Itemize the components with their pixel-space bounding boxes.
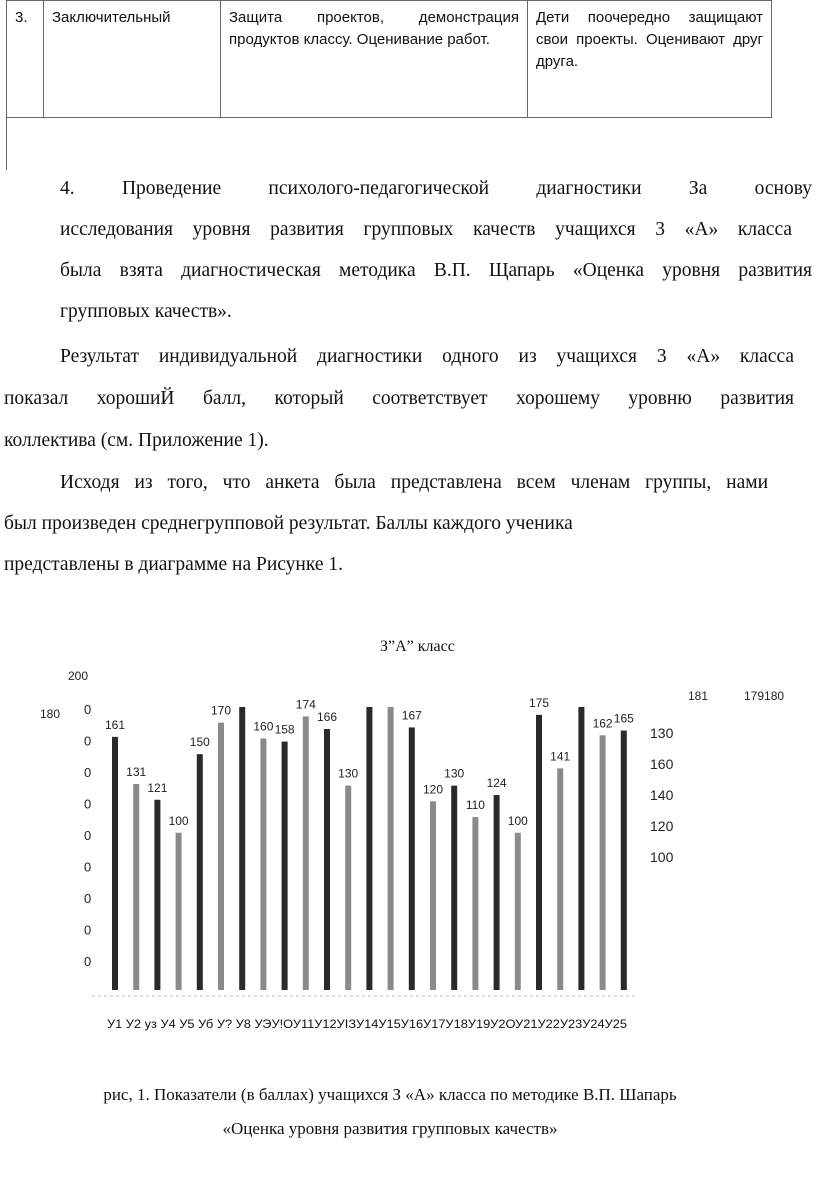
- bar-У24: [600, 735, 606, 990]
- bar-У22: [557, 768, 563, 990]
- bar-value-label: 130: [338, 766, 359, 781]
- bar-У8: [260, 738, 266, 990]
- bar-У14: [388, 707, 394, 990]
- bar-У21: [536, 715, 542, 990]
- right-axis-tick-label: 130: [650, 725, 674, 741]
- bar-У5: [197, 754, 203, 990]
- bar-value-label: 175: [528, 695, 550, 710]
- bar-value-label: 170: [210, 703, 232, 718]
- y-axis-tick-label: 0: [84, 765, 92, 780]
- right-axis-tick-label: 120: [650, 818, 674, 834]
- caption-line-1: рис, 1. Показатели (в баллах) учащихся З «А» класса по методике В.П. Шапарь: [103, 1085, 677, 1104]
- bar-value-label: 158: [274, 722, 295, 737]
- right-axis-tick-label: 140: [650, 787, 674, 803]
- caption-line-2: «Оценка уровня развития групповых качеств»: [222, 1119, 558, 1138]
- bar-value-label: 162: [592, 716, 613, 731]
- paragraph-line: показал хорошиЙ балл, который соответствует хорошему уровню развития: [4, 388, 794, 409]
- bar-У12: [345, 786, 351, 990]
- y-axis-tick-label: 0: [84, 891, 92, 906]
- y-axis-label-second: 180: [40, 707, 61, 721]
- bar-value-label: 120: [422, 782, 444, 797]
- bar-УIЗ: [366, 707, 372, 990]
- paragraph-line: был произведен среднегрупповой результат. Баллы каждого ученика: [4, 513, 573, 534]
- y-axis-tick-label: 0: [84, 733, 92, 749]
- bar-value-label: 121: [147, 780, 168, 795]
- bar-value-label: 167: [401, 708, 422, 723]
- right-axis-label: 179180: [744, 689, 785, 703]
- bar-У1: [112, 737, 118, 990]
- student-activity: Дети поочередно защищают свои проекты. Оценивают друг друга.: [528, 1, 772, 118]
- bar-value-label: 141: [550, 749, 571, 764]
- paragraph-line: Результат индивидуальной диагностики одного из учащихся 3 «А» класса: [60, 346, 794, 367]
- right-axis-label: 181: [688, 689, 709, 703]
- bar-value-label: 174: [295, 697, 316, 712]
- stage-number: 3.: [7, 1, 44, 118]
- bar-У15: [409, 727, 415, 990]
- y-axis-tick-label: 0: [84, 954, 92, 969]
- right-axis-tick-label: 160: [650, 756, 674, 772]
- bar-value-label: 100: [168, 813, 189, 828]
- bar-У23: [578, 707, 584, 990]
- bar-chart: [0, 660, 816, 1080]
- bar-value-label: 100: [507, 813, 528, 828]
- table-row: [7, 1, 772, 118]
- right-axis-tick-label: 100: [650, 849, 674, 865]
- x-axis-labels: У1 У2 уз У4 У5 Уб У? У8 УЭУ!ОУ11У12УIЗУ14У15У16У17У18У19У2ОУ21У22У23У24У25: [107, 1017, 628, 1031]
- paragraph-line: групповых качеств».: [60, 301, 232, 322]
- bar-У17: [451, 786, 457, 990]
- paragraph-line: представлены в диаграмме на Рисунке 1.: [4, 554, 344, 575]
- y-axis-tick-label: 0: [84, 859, 92, 875]
- bar-У2: [133, 784, 139, 990]
- bar-У11: [324, 729, 330, 990]
- bar-value-label: 110: [465, 798, 485, 813]
- bar-У19: [494, 795, 500, 990]
- paragraph-line: была взята диагностическая методика В.П. Щапарь «Оценка уровня развития: [60, 260, 812, 281]
- table-border-stub: [6, 118, 7, 170]
- bar-УЭ: [282, 742, 288, 990]
- y-axis-tick-label: 0: [84, 796, 92, 812]
- bar-У16: [430, 801, 436, 990]
- bar-value-label: 150: [189, 735, 210, 750]
- bar-У2О: [515, 833, 521, 990]
- paragraph-line: Исходя из того, что анкета была представлена всем членам группы, нами: [60, 472, 768, 493]
- bar-value-label: 165: [613, 711, 634, 726]
- bar-У!О: [303, 716, 309, 990]
- y-axis-tick-label: 0: [84, 828, 92, 843]
- bar-value-label: 166: [316, 710, 338, 725]
- bar-У18: [472, 817, 478, 990]
- teacher-activity: Защита проектов, демонстрация продуктов классу. Оценивание работ.: [221, 1, 528, 118]
- stage-name: Заключительный: [44, 1, 221, 118]
- bar-value-label: 161: [104, 717, 126, 732]
- bar-уз: [154, 800, 160, 990]
- y-axis-label-top: 200: [68, 669, 89, 683]
- bar-value-label: 131: [126, 765, 147, 780]
- paragraph-line: исследования уровня развития групповых качеств учащихся 3 «А» класса: [60, 219, 792, 240]
- bar-value-label: 160: [253, 719, 274, 734]
- bar-value-label: 130: [444, 766, 465, 781]
- figure-caption: [40, 1078, 740, 1146]
- bar-У25: [621, 731, 627, 990]
- chart-title: З”А” класс: [380, 638, 455, 655]
- lesson-stage-table: [6, 0, 772, 118]
- y-axis-tick-label: 0: [84, 702, 92, 717]
- y-axis-tick-label: 0: [84, 922, 92, 938]
- paragraph-line: коллектива (см. Приложение 1).: [4, 430, 269, 451]
- section-heading-line: 4. Проведение психолого-педагогической диагностики За основу: [60, 178, 812, 199]
- bar-Уб: [218, 723, 224, 990]
- bar-У4: [176, 833, 182, 990]
- bar-У?: [239, 707, 245, 990]
- bar-value-label: 124: [486, 776, 507, 791]
